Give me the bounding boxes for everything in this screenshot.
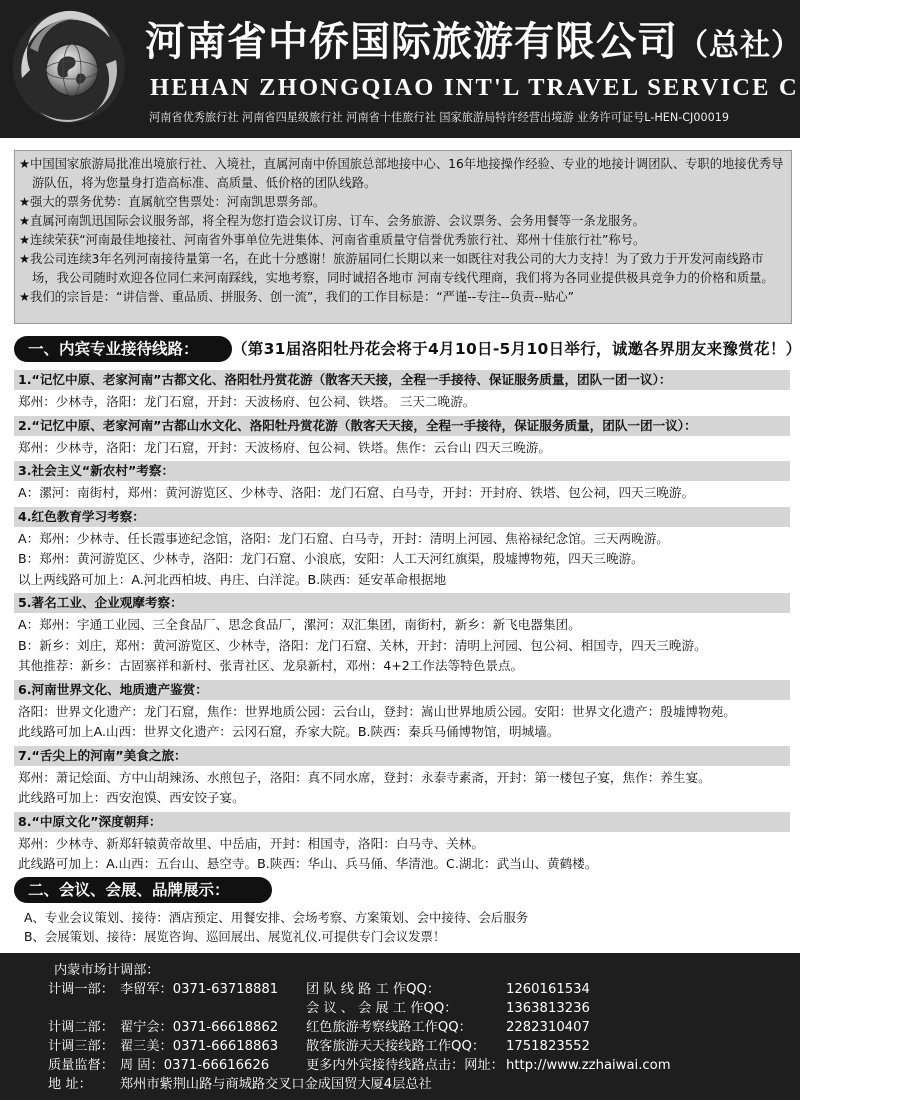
contact-row	[48, 997, 590, 1016]
route-line: 郑州：少林寺、新郑轩辕黄帝故里、中岳庙，开封：相国寺，洛阳：白马寺、关林。	[18, 835, 484, 851]
route-line: B：郑州：黄河游览区、少林寺，洛阳：龙门石窟、小浪底，安阳：人工天河红旗渠，殷墟博物苑，四天三晚游。	[18, 551, 644, 566]
route-title: 6.河南世界文化、地质遗产鉴赏：	[14, 680, 790, 700]
route-block	[14, 507, 790, 591]
contact-qq: 2282310407	[506, 1020, 590, 1035]
meeting-line: A、专业会议策划、接待：酒店预定、用餐安排、会场考察、方案策划、会中接待、会后服务	[24, 910, 529, 925]
route-line: A：漯河：南街村，郑州：黄河游览区、少林寺、洛阳：龙门石窟、白马寺，开封：开封府、铁塔、包公祠，四天三晚游。	[18, 485, 695, 500]
contact-name-phone: 郑州市紫荆山路与商城路交叉口金成国贸大厦4层总社	[120, 1077, 432, 1092]
peony-festival-banner: （第31届洛阳牡丹花会将于4月10日-5月10日举行，诚邀各界朋友来豫赏花！）	[232, 340, 802, 358]
route-title: 2.“记忆中原、老家河南”古都山水文化、洛阳牡丹赏花游（散客天天接，全程一手接待，保证服务质量，团队一团一议）：	[14, 416, 790, 436]
route-list	[14, 370, 790, 878]
route-line: A：郑州：宇通工业园、三全食品厂、思念食品厂，漯河：双汇集团，南街村，新乡：新飞电器集团。	[18, 617, 581, 632]
contact-role: 计调二部：	[48, 1020, 114, 1035]
intro-item: ★我公司连续3年名列河南接待量第一名，在此十分感谢！旅游届同仁长期以来一如既往对我公司的大力支持！为了致力于开发河南线路市场，我公司随时欢迎各位同仁来河南踩线，实地考察，同时诚招各地市 河南专线代理商，我们将为各同业提供极具竞争力的价格和质量。	[19, 252, 774, 285]
route-block	[14, 416, 790, 459]
contact-row	[48, 1035, 590, 1054]
route-line: 此线路可加上：A.山西：五台山、悬空寺。B.陕西：华山、兵马俑、华清池。C.湖北：武当山、黄鹤楼。	[18, 856, 598, 871]
section-domestic-header	[14, 336, 802, 362]
contact-name-phone: 翟宁会：0371-66618862	[120, 1020, 279, 1035]
intro-item: ★中国国家旅游局批准出境旅行社、入境社，直属河南中侨国旅总部地接中心、16年地接操作经验、专业的地接计调团队、专职的地接优秀导游队伍，将为您量身打造高标准、高质量、低价格的团队线路。	[19, 157, 784, 190]
contact-name-phone: 周 固：0371-66616626	[120, 1058, 270, 1073]
contact-role: 计调三部：	[48, 1039, 114, 1054]
contact-qq: 1260161534	[506, 982, 590, 997]
contact-row	[48, 1016, 590, 1035]
route-block	[14, 746, 790, 809]
route-line: 其他推荐：新乡：古固寨祥和新村、张青社区、龙泉新村，邓州：4+2工作法等特色景点。	[18, 658, 524, 673]
footer-heading: 内蒙市场计调部：	[54, 963, 160, 978]
route-line: 此线路可加上A.山西：世界文化遗产：云冈石窟，乔家大院。B.陕西：秦兵马俑博物馆，明城墙。	[18, 724, 560, 739]
contact-row	[48, 1073, 632, 1092]
title-suffix: （总社）	[678, 28, 802, 63]
contact-desc: 散客旅游天天接线路工作QQ：	[306, 1039, 486, 1054]
route-line: B：新乡：刘庄，郑州：黄河游览区、少林寺，洛阳：龙门石窟、关林，开封：清明上河园、包公祠、相国寺，四天三晚游。	[18, 637, 707, 653]
route-line: 洛阳：世界文化遗产：龙门石窟，焦作：世界地质公园：云台山，登封：嵩山世界地质公园。安阳：世界文化遗产：殷墟博物苑。	[18, 703, 736, 719]
contact-role: 地 址：	[48, 1077, 92, 1092]
meeting-line: B、会展策划、接待：展览咨询、巡回展出、展览礼仪.可提供专门会议发票！	[24, 929, 446, 944]
route-block	[14, 680, 790, 743]
route-line: 郑州：萧记烩面、方中山胡辣汤、水煎包子，洛阳：真不同水席，登封：永泰寺素斋，开封：第一楼包子宴，焦作：养生宴。	[18, 769, 711, 785]
contact-role: 质量监督：	[48, 1058, 114, 1073]
route-line: 郑州：少林寺，洛阳：龙门石窟，开封：天波杨府、包公祠、铁塔。 三天二晚游。	[18, 394, 476, 409]
company-title-en: HEHAN ZHONGQIAO INT'L TRAVEL SERVICE CO., LTD	[150, 74, 900, 101]
contact-desc: 更多内外宾接待线路点击：网址：	[306, 1058, 504, 1073]
contact-qq[interactable]: http://www.zzhaiwai.com	[506, 1058, 671, 1073]
globe-swirl-logo	[10, 8, 128, 126]
route-title: 3.社会主义“新农村”考察：	[14, 461, 790, 481]
company-title-cn: 河南省中侨国际旅游有限公司（总社）	[145, 18, 802, 65]
intro-item: ★我们的宗旨是：“讲信誉、重品质、拼服务、创一流”，我们的工作目标是：“严谨--专注--负责--贴心”	[19, 290, 575, 304]
tagline: 河南省优秀旅行社 河南省四星级旅行社 河南省十佳旅行社 国家旅游局特许经营出境游 业务许可证号L-HEN-CJ00019	[149, 111, 729, 124]
contact-role: 计调一部：	[48, 982, 114, 997]
contact-row	[48, 1054, 671, 1073]
route-block	[14, 461, 790, 504]
route-title: 5.著名工业、企业观摩考察：	[14, 593, 790, 613]
header-banner	[0, 0, 900, 138]
route-block	[14, 593, 790, 677]
contact-desc: 会 议 、 会 展 工 作QQ：	[306, 1001, 458, 1016]
route-line: 郑州：少林寺，洛阳：龙门石窟，开封：天波杨府、包公祠、铁塔。焦作：云台山 四天三晚游。	[18, 439, 551, 455]
route-line: 此线路可加上：西安泡馍、西安饺子宴。	[18, 790, 245, 805]
meeting-services	[20, 908, 528, 946]
contact-row	[48, 978, 590, 997]
contact-footer	[0, 953, 800, 1100]
intro-item: ★强大的票务优势：直属航空售票处：河南凯思票务部。	[19, 195, 326, 209]
contact-desc: 团 队 线 路 工 作QQ：	[306, 982, 441, 997]
intro-item: ★连续荣获“河南最佳地接社、河南省外事单位先进集体、河南省重质量守信誉优秀旅行社、郑州十佳旅行社”称号。	[19, 233, 646, 247]
intro-box	[14, 150, 792, 324]
route-block	[14, 812, 790, 875]
contact-desc: 红色旅游考察线路工作QQ：	[306, 1020, 472, 1035]
contact-qq: 1751823552	[506, 1039, 590, 1054]
section-meeting-label: 二、会议、会展、品牌展示：	[14, 877, 272, 903]
section-meeting-header	[14, 877, 272, 903]
contact-name-phone: 翟三美：0371-66618863	[120, 1039, 279, 1054]
route-title: 7.“舌尖上的河南”美食之旅：	[14, 746, 790, 766]
route-line: A：郑州：少林寺、任长霞事迹纪念馆，洛阳：龙门石窟、白马寺，开封：清明上河园、焦裕禄纪念馆。三天两晚游。	[18, 530, 669, 546]
route-title: 4.红色教育学习考察：	[14, 507, 790, 527]
route-line: 以上两线路可加上：A.河北西柏坡、冉庄、白洋淀。B.陕西：延安革命根据地	[18, 571, 447, 587]
intro-list	[15, 151, 791, 307]
route-title: 8.“中原文化”深度朝拜：	[14, 812, 790, 832]
section-domestic-label: 一、内宾专业接待线路：	[14, 336, 232, 362]
intro-item: ★直属河南凯迅国际会议服务部，将全程为您打造会议订房、订车、会务旅游、会议票务、会务用餐等一条龙服务。	[19, 214, 645, 228]
route-title: 1.“记忆中原、老家河南”古都文化、洛阳牡丹赏花游（散客天天接，全程一手接待、保证服务质量，团队一团一议）：	[14, 370, 790, 390]
contact-name-phone: 李留军：0371-63718881	[120, 982, 279, 997]
contact-qq: 1363813236	[506, 1001, 590, 1016]
route-block	[14, 370, 790, 413]
